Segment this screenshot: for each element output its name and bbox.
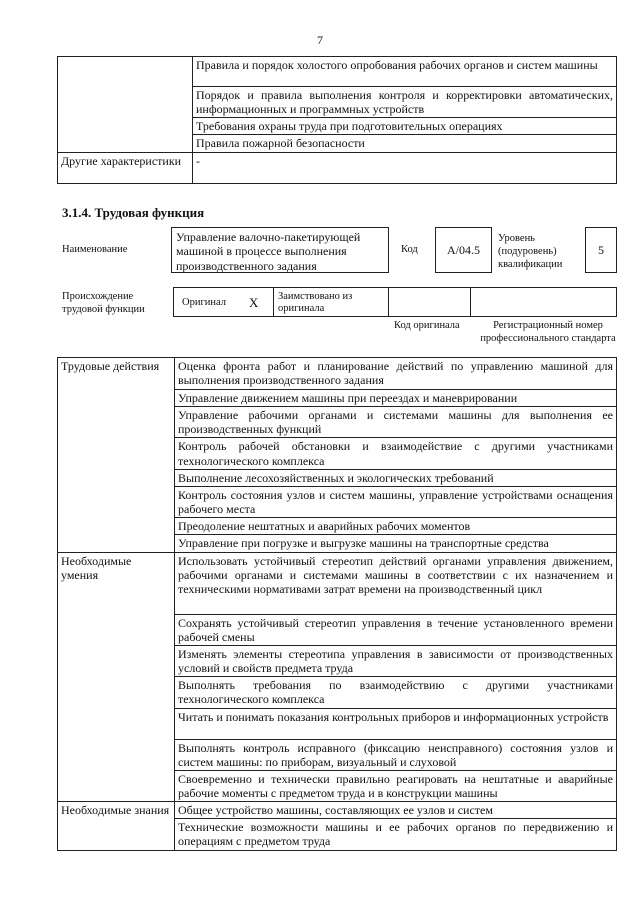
origin-label: Происхождение трудовой функции	[62, 291, 145, 315]
table-cell: Читать и понимать показания контрольных приборов и информационных устройств	[175, 708, 617, 739]
origin-table	[173, 287, 617, 317]
row-label: Трудовые действия	[58, 358, 175, 553]
cell-divider	[470, 287, 471, 317]
cell-divider	[388, 287, 389, 317]
level-label: Уровень (подуровень) квалификации	[498, 233, 563, 271]
row-label: Необходимые знания	[58, 802, 175, 850]
code-original-caption: Код оригинала	[394, 320, 460, 331]
row-label: Другие характеристики	[58, 152, 193, 183]
row-label: Необходимые умения	[58, 552, 175, 802]
table-cell: Изменять элементы стереотипа управления в зависимости от производственных условий и свойств предмета труда	[175, 645, 617, 676]
table-row	[58, 802, 617, 819]
table-cell: Технические возможности машины и ее рабочих органов по передвижению и операциям с предметом труда	[175, 819, 617, 850]
table-cell: Оценка фронта работ и планирование действий по управлению машиной для выполнения производственного задания	[175, 358, 617, 390]
original-mark: X	[249, 295, 259, 310]
table-row	[58, 358, 617, 390]
table-cell: Выполнять контроль исправного (фиксацию неисправного) состояния узлов и систем машины: по приборам, визуальный и слуховой	[175, 739, 617, 770]
code-label: Код	[401, 244, 418, 255]
main-table	[57, 357, 617, 851]
table-cell: Контроль состояния узлов и систем машины, управление устройствами оснащения рабочего места	[175, 486, 617, 517]
table-cell: -	[193, 152, 617, 183]
code-box: A/04.5	[435, 227, 492, 273]
table-cell: Порядок и правила выполнения контроля и корректировки автоматических, информационных и программных устройств	[193, 87, 617, 118]
table-cell: Управление движением машины при переездах и маневрировании	[175, 390, 617, 407]
cell-divider	[273, 287, 274, 317]
table-row	[58, 552, 617, 614]
name-label: Наименование	[62, 244, 128, 255]
original-label: Оригинал	[182, 297, 226, 308]
table-cell: Выполнение лесохозяйственных и экологических требований	[175, 469, 617, 486]
row-label	[58, 57, 193, 153]
section-heading: 3.1.4. Трудовая функция	[62, 205, 205, 220]
table-row	[58, 57, 617, 87]
table-cell: Своевременно и технически правильно реагировать на нештатные и аварийные рабочие моменты с предметом труда и в конструкции машины	[175, 770, 617, 801]
table-cell: Выполнять требования по взаимодействию с другими участниками технологического комплекса	[175, 677, 617, 708]
table-cell: Требования охраны труда при подготовительных операциях	[193, 118, 617, 135]
borrowed-label: Заимствовано из оригинала	[278, 291, 353, 315]
table-cell: Общее устройство машины, составляющих ее узлов и систем	[175, 802, 617, 819]
function-name-box: Управление валочно-пакетирующей машиной в процессе выполнения производственного задания	[171, 227, 389, 273]
table-cell: Использовать устойчивый стереотип действий органами управления движением, рабочими органами и системами машины в соответствии с их назначением и техническими нормативами затрат времени на производственный цикл	[175, 552, 617, 614]
page-number: 7	[317, 33, 323, 47]
reg-number-caption: Регистрационный номер профессионального стандарта	[480, 320, 616, 344]
level-box: 5	[585, 227, 617, 273]
table-cell: Правила и порядок холостого опробования рабочих органов и систем машины	[193, 57, 617, 87]
table-cell: Сохранять устойчивый стереотип управления в течение установленного времени рабочей смены	[175, 614, 617, 645]
table-cell: Правила пожарной безопасности	[193, 135, 617, 152]
table-cell: Управление рабочими органами и системами машины для выполнения ее производственных функций	[175, 407, 617, 438]
table-cell: Преодоление нештатных и аварийных рабочих моментов	[175, 518, 617, 535]
table-row	[58, 152, 617, 183]
top-table	[57, 56, 617, 184]
table-cell: Контроль рабочей обстановки и взаимодействие с другими участниками технологического комплекса	[175, 438, 617, 469]
table-cell: Управление при погрузке и выгрузке машины на транспортные средства	[175, 535, 617, 552]
